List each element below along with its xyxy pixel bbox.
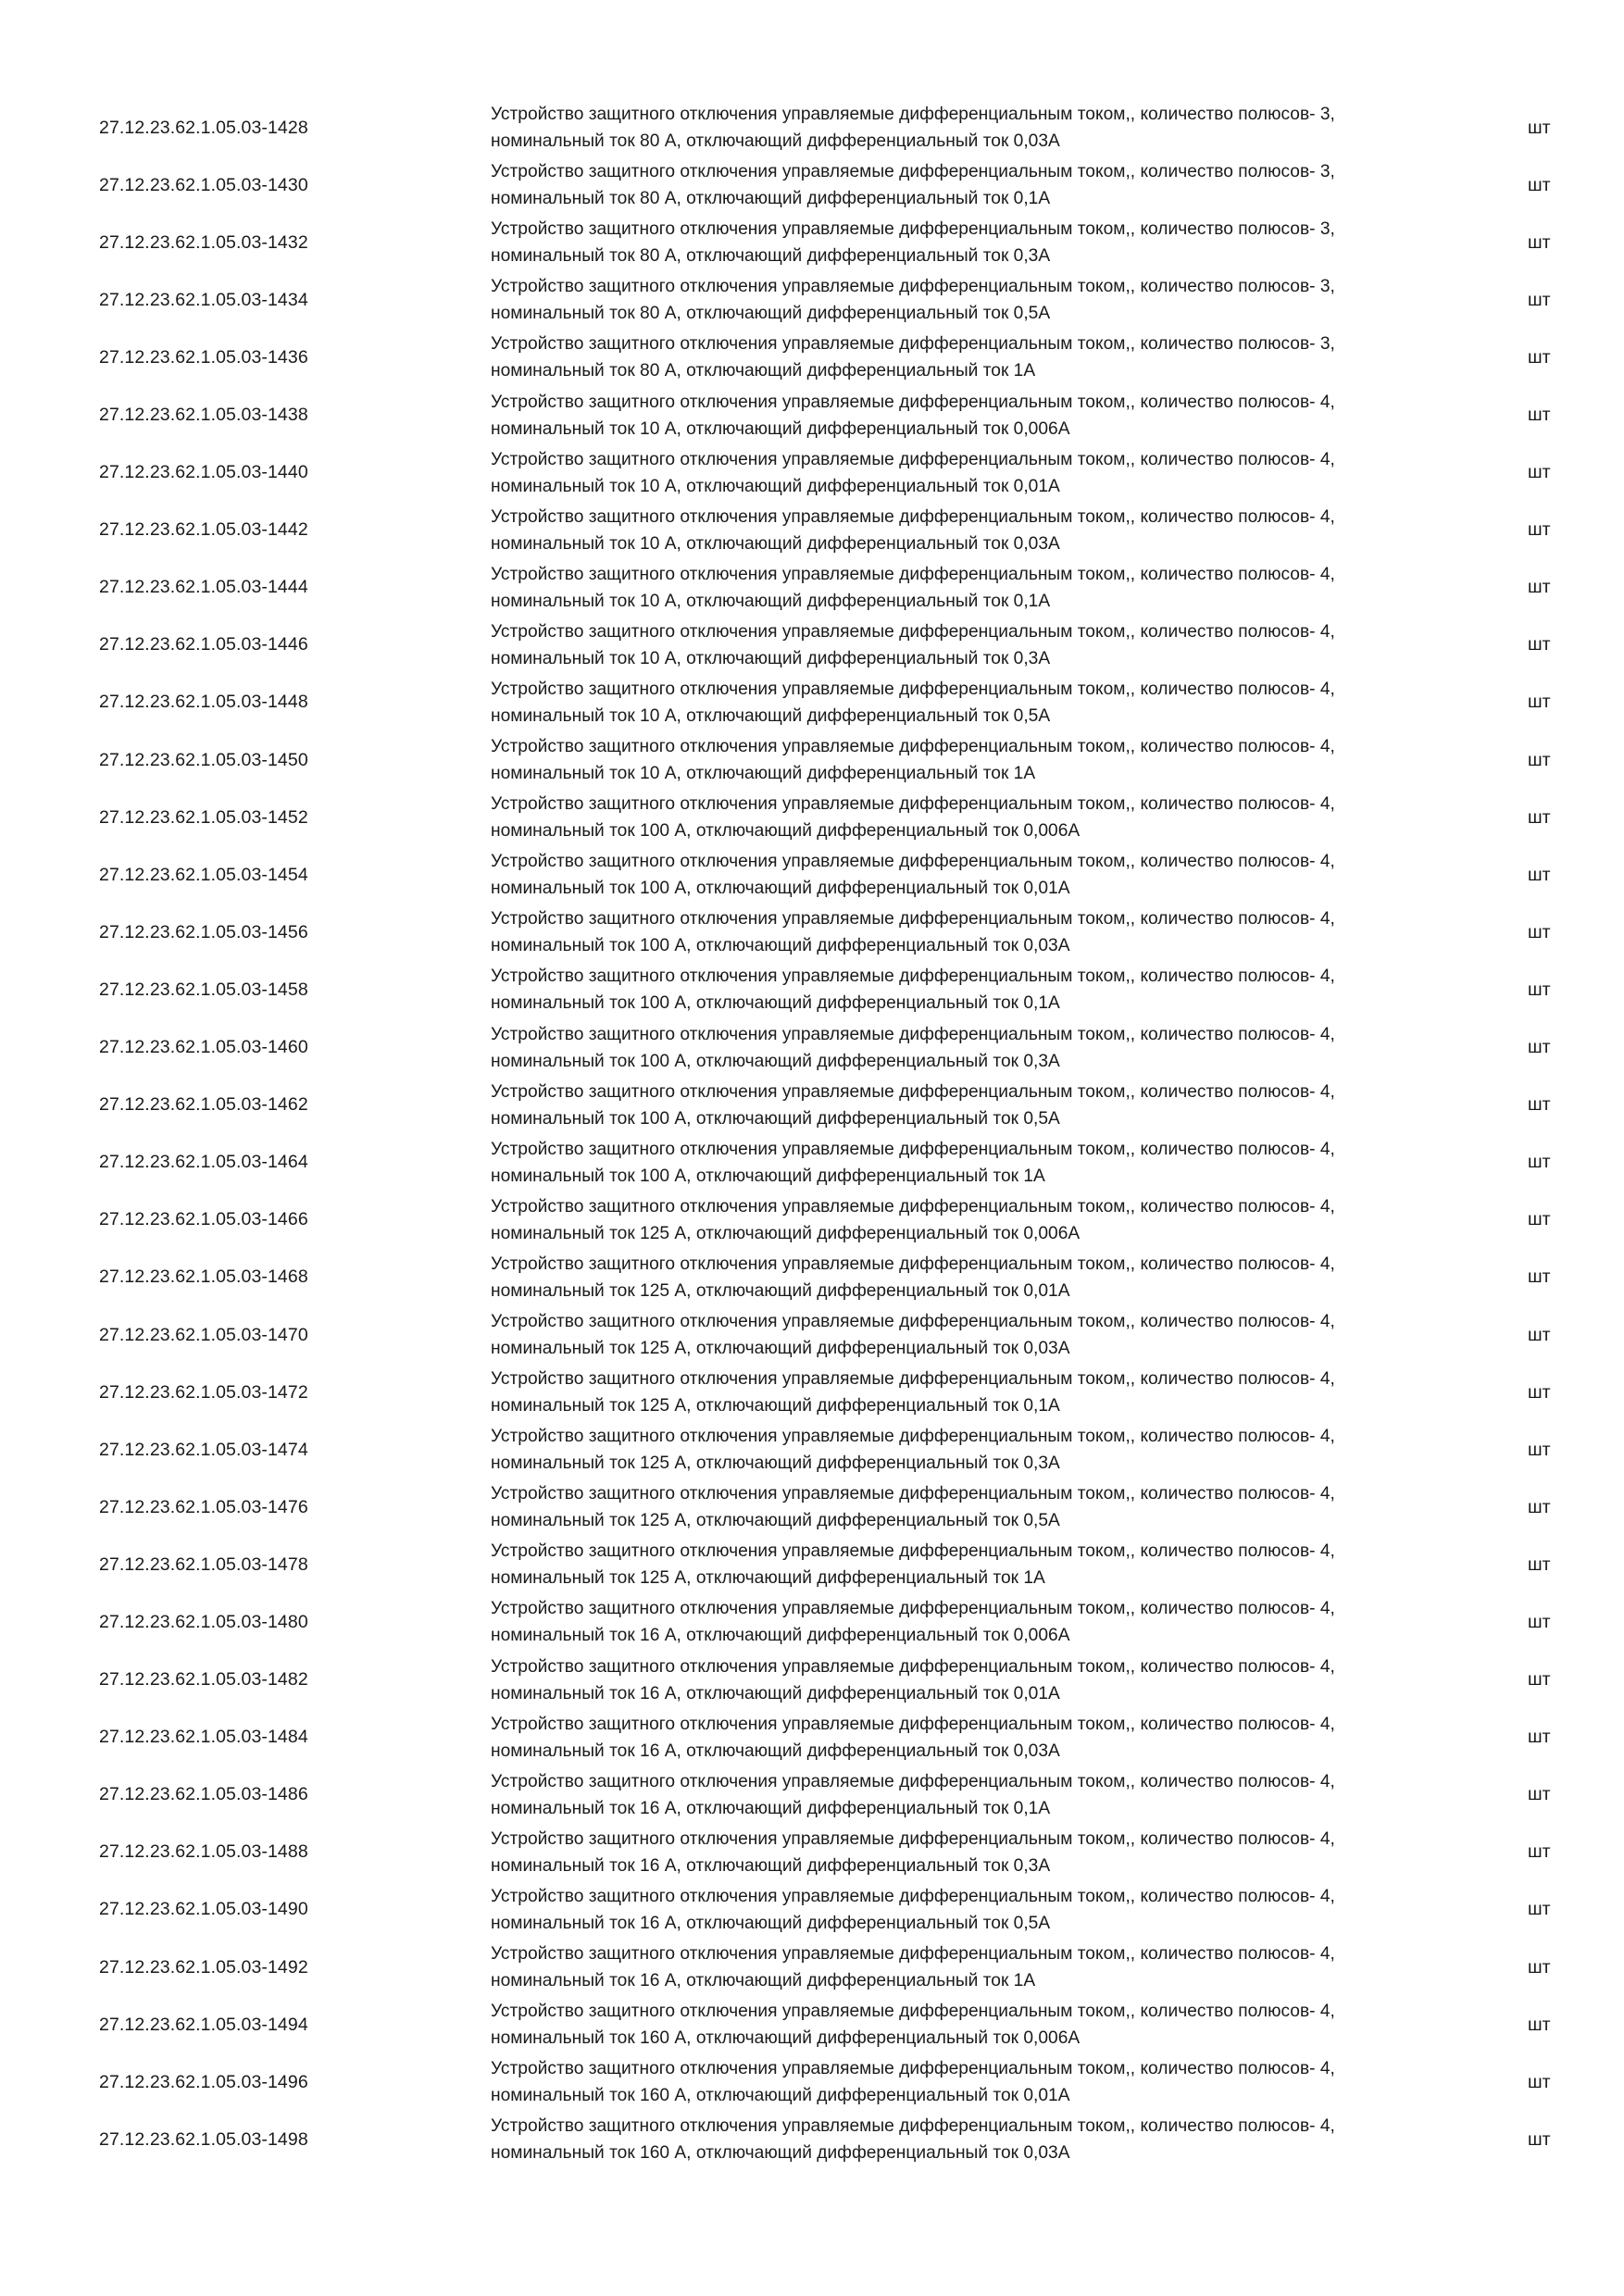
unit-of-measure: шт <box>1528 1324 1551 1345</box>
resource-code: 27.12.23.62.1.05.03-1482 <box>99 1669 308 1691</box>
table-row <box>0 1134 1624 1192</box>
description-line-1: Устройство защитного отключения управляемые дифференциальным током,, количество полюсов- 4, <box>491 1254 1335 1274</box>
description-line-2: номинальный ток 10 А, отключающий дифференциальный ток 0,3А <box>491 648 1051 668</box>
resource-description <box>491 961 1481 1018</box>
unit-of-measure: шт <box>1528 1094 1551 1116</box>
description-line-1: Устройство защитного отключения управляемые дифференциальным током,, количество полюсов- 4, <box>491 392 1335 412</box>
resource-code: 27.12.23.62.1.05.03-1492 <box>99 1956 308 1978</box>
resource-code: 27.12.23.62.1.05.03-1488 <box>99 1841 308 1863</box>
table-row <box>0 444 1624 502</box>
resource-code: 27.12.23.62.1.05.03-1432 <box>99 231 308 253</box>
resource-code: 27.12.23.62.1.05.03-1430 <box>99 174 308 195</box>
description-line-1: Устройство защитного отключения управляемые дифференциальным током,, количество полюсов- 4, <box>491 2116 1335 2137</box>
description-line-2: номинальный ток 100 А, отключающий дифференциальный ток 1А <box>491 1166 1045 1186</box>
resource-code: 27.12.23.62.1.05.03-1438 <box>99 405 308 426</box>
resource-description <box>491 617 1481 674</box>
resource-table <box>0 99 1624 2168</box>
resource-code: 27.12.23.62.1.05.03-1470 <box>99 1324 308 1345</box>
resource-description <box>491 1996 1481 2053</box>
resource-code: 27.12.23.62.1.05.03-1428 <box>99 117 308 138</box>
description-line-2: номинальный ток 125 А, отключающий дифференциальный ток 0,01А <box>491 1280 1070 1301</box>
resource-description <box>491 1593 1481 1651</box>
table-row <box>0 271 1624 329</box>
table-row <box>0 1824 1624 1881</box>
table-row <box>0 99 1624 156</box>
description-line-2: номинальный ток 10 А, отключающий дифференциальный ток 0,006А <box>491 418 1070 439</box>
description-line-2: номинальный ток 80 А, отключающий дифференциальный ток 0,03А <box>491 131 1060 152</box>
table-row <box>0 731 1624 789</box>
resource-code: 27.12.23.62.1.05.03-1472 <box>99 1381 308 1403</box>
description-line-2: номинальный ток 125 А, отключающий дифференциальный ток 0,3А <box>491 1454 1060 1474</box>
description-line-1: Устройство защитного отключения управляемые дифференциальным током,, количество полюсов- 4, <box>491 2059 1335 2079</box>
resource-description <box>491 271 1481 329</box>
resource-description <box>491 329 1481 386</box>
description-line-2: номинальный ток 100 А, отключающий дифференциальный ток 0,006А <box>491 821 1081 842</box>
resource-code: 27.12.23.62.1.05.03-1494 <box>99 2014 308 2035</box>
description-line-2: номинальный ток 16 А, отключающий дифференциальный ток 0,01А <box>491 1683 1060 1703</box>
table-row <box>0 1996 1624 2053</box>
resource-code: 27.12.23.62.1.05.03-1434 <box>99 289 308 310</box>
table-row <box>0 846 1624 904</box>
table-row <box>0 559 1624 617</box>
description-line-2: номинальный ток 10 А, отключающий дифференциальный ток 0,01А <box>491 476 1060 496</box>
unit-of-measure: шт <box>1528 346 1551 368</box>
resource-code: 27.12.23.62.1.05.03-1446 <box>99 634 308 655</box>
table-row <box>0 789 1624 846</box>
description-line-2: номинальный ток 16 А, отключающий дифференциальный ток 0,5А <box>491 1913 1051 1933</box>
description-line-2: номинальный ток 125 А, отключающий дифференциальный ток 0,1А <box>491 1396 1060 1416</box>
resource-description <box>491 386 1481 443</box>
description-line-2: номинальный ток 125 А, отключающий дифференциальный ток 0,5А <box>491 1511 1060 1531</box>
description-line-1: Устройство защитного отключения управляемые дифференциальным током,, количество полюсов- 4, <box>491 1196 1335 1217</box>
resource-code: 27.12.23.62.1.05.03-1478 <box>99 1554 308 1575</box>
unit-of-measure: шт <box>1528 2071 1551 2092</box>
description-line-1: Устройство защитного отключения управляемые дифференциальным током,, количество полюсов- 4, <box>491 679 1335 699</box>
description-line-2: номинальный ток 16 А, отключающий дифференциальный ток 0,03А <box>491 1741 1060 1761</box>
unit-of-measure: шт <box>1528 1496 1551 1517</box>
resource-description <box>491 1364 1481 1421</box>
unit-of-measure: шт <box>1528 1669 1551 1691</box>
resource-code: 27.12.23.62.1.05.03-1486 <box>99 1784 308 1805</box>
unit-of-measure: шт <box>1528 1381 1551 1403</box>
table-row <box>0 1077 1624 1134</box>
description-line-1: Устройство защитного отключения управляемые дифференциальным током,, количество полюсов- 4, <box>491 1139 1335 1159</box>
description-line-2: номинальный ток 100 А, отключающий дифференциальный ток 0,03А <box>491 936 1070 956</box>
resource-description <box>491 1652 1481 1709</box>
resource-code: 27.12.23.62.1.05.03-1490 <box>99 1899 308 1920</box>
description-line-1: Устройство защитного отключения управляемые дифференциальным током,, количество полюсов- 3, <box>491 277 1335 297</box>
resource-description <box>491 559 1481 617</box>
resource-code: 27.12.23.62.1.05.03-1462 <box>99 1094 308 1116</box>
resource-description <box>491 2053 1481 2111</box>
resource-code: 27.12.23.62.1.05.03-1474 <box>99 1439 308 1460</box>
description-line-2: номинальный ток 100 А, отключающий дифференциальный ток 0,1А <box>491 993 1060 1014</box>
description-line-2: номинальный ток 10 А, отключающий дифференциальный ток 0,1А <box>491 591 1051 611</box>
resource-code: 27.12.23.62.1.05.03-1448 <box>99 692 308 713</box>
table-row <box>0 1593 1624 1651</box>
resource-code: 27.12.23.62.1.05.03-1466 <box>99 1209 308 1230</box>
table-row <box>0 1249 1624 1306</box>
table-row <box>0 1421 1624 1479</box>
table-row <box>0 502 1624 559</box>
table-row <box>0 1766 1624 1824</box>
description-line-1: Устройство защитного отключения управляемые дифференциальным током,, количество полюсов- 3, <box>491 219 1335 240</box>
resource-description <box>491 789 1481 846</box>
resource-code: 27.12.23.62.1.05.03-1450 <box>99 749 308 770</box>
description-line-2: номинальный ток 10 А, отключающий дифференциальный ток 0,5А <box>491 705 1051 726</box>
resource-description <box>491 731 1481 789</box>
description-line-1: Устройство защитного отключения управляемые дифференциальным током,, количество полюсов- 4, <box>491 1771 1335 1791</box>
unit-of-measure: шт <box>1528 1899 1551 1920</box>
resource-code: 27.12.23.62.1.05.03-1452 <box>99 806 308 828</box>
unit-of-measure: шт <box>1528 864 1551 885</box>
unit-of-measure: шт <box>1528 921 1551 942</box>
table-row <box>0 1364 1624 1421</box>
description-line-1: Устройство защитного отключения управляемые дифференциальным током,, количество полюсов- 4, <box>491 1081 1335 1102</box>
description-line-1: Устройство защитного отключения управляемые дифференциальным током,, количество полюсов- 4, <box>491 909 1335 930</box>
resource-description <box>491 1249 1481 1306</box>
unit-of-measure: шт <box>1528 1554 1551 1575</box>
description-line-1: Устройство защитного отключения управляемые дифференциальным током,, количество полюсов- 4, <box>491 1484 1335 1504</box>
description-line-1: Устройство защитного отключения управляемые дифференциальным током,, количество полюсов- 4, <box>491 621 1335 642</box>
resource-code: 27.12.23.62.1.05.03-1456 <box>99 921 308 942</box>
description-line-2: номинальный ток 100 А, отключающий дифференциальный ток 0,5А <box>491 1108 1060 1129</box>
resource-code: 27.12.23.62.1.05.03-1476 <box>99 1496 308 1517</box>
table-row <box>0 1306 1624 1364</box>
resource-description <box>491 846 1481 904</box>
description-line-1: Устройство защитного отключения управляемые дифференциальным током,, количество полюсов- 3, <box>491 334 1335 355</box>
table-row <box>0 156 1624 214</box>
description-line-1: Устройство защитного отключения управляемые дифференциальным током,, количество полюсов- 4, <box>491 1369 1335 1390</box>
table-row <box>0 2053 1624 2111</box>
unit-of-measure: шт <box>1528 692 1551 713</box>
description-line-2: номинальный ток 16 А, отключающий дифференциальный ток 0,3А <box>491 1855 1051 1876</box>
resource-description <box>491 1192 1481 1249</box>
unit-of-measure: шт <box>1528 1727 1551 1748</box>
description-line-1: Устройство защитного отключения управляемые дифференциальным током,, количество полюсов- 3, <box>491 162 1335 182</box>
resource-description <box>491 502 1481 559</box>
description-line-1: Устройство защитного отключения управляемые дифференциальным током,, количество полюсов- 4, <box>491 1828 1335 1849</box>
resource-code: 27.12.23.62.1.05.03-1498 <box>99 2128 308 2150</box>
resource-description <box>491 1939 1481 1996</box>
unit-of-measure: шт <box>1528 1152 1551 1173</box>
unit-of-measure: шт <box>1528 979 1551 1000</box>
resource-code: 27.12.23.62.1.05.03-1454 <box>99 864 308 885</box>
resource-code: 27.12.23.62.1.05.03-1440 <box>99 462 308 483</box>
description-line-1: Устройство защитного отключения управляемые дифференциальным током,, количество полюсов- 4, <box>491 852 1335 872</box>
table-row <box>0 617 1624 674</box>
unit-of-measure: шт <box>1528 1956 1551 1978</box>
resource-code: 27.12.23.62.1.05.03-1484 <box>99 1727 308 1748</box>
unit-of-measure: шт <box>1528 174 1551 195</box>
description-line-2: номинальный ток 125 А, отключающий дифференциальный ток 0,03А <box>491 1339 1070 1359</box>
description-line-2: номинальный ток 80 А, отключающий дифференциальный ток 1А <box>491 361 1036 381</box>
table-row <box>0 674 1624 731</box>
resource-code: 27.12.23.62.1.05.03-1460 <box>99 1037 308 1058</box>
resource-description <box>491 1824 1481 1881</box>
resource-description <box>491 1536 1481 1593</box>
description-line-1: Устройство защитного отключения управляемые дифференциальным током,, количество полюсов- 4, <box>491 737 1335 757</box>
resource-description <box>491 1881 1481 1939</box>
description-line-1: Устройство защитного отключения управляемые дифференциальным током,, количество полюсов- 4, <box>491 506 1335 527</box>
description-line-2: номинальный ток 16 А, отключающий дифференциальный ток 0,1А <box>491 1798 1051 1818</box>
unit-of-measure: шт <box>1528 577 1551 598</box>
description-line-2: номинальный ток 10 А, отключающий дифференциальный ток 1А <box>491 764 1036 784</box>
description-line-2: номинальный ток 16 А, отключающий дифференциальный ток 0,006А <box>491 1626 1070 1646</box>
unit-of-measure: шт <box>1528 289 1551 310</box>
unit-of-measure: шт <box>1528 634 1551 655</box>
resource-description <box>491 1077 1481 1134</box>
resource-code: 27.12.23.62.1.05.03-1442 <box>99 519 308 541</box>
unit-of-measure: шт <box>1528 231 1551 253</box>
resource-code: 27.12.23.62.1.05.03-1496 <box>99 2071 308 2092</box>
description-line-2: номинальный ток 100 А, отключающий дифференциальный ток 0,01А <box>491 879 1070 899</box>
unit-of-measure: шт <box>1528 1267 1551 1288</box>
unit-of-measure: шт <box>1528 405 1551 426</box>
description-line-2: номинальный ток 80 А, отключающий дифференциальный ток 0,3А <box>491 246 1051 267</box>
description-line-1: Устройство защитного отключения управляемые дифференциальным током,, количество полюсов- 4, <box>491 1427 1335 1447</box>
description-line-1: Устройство защитного отключения управляемые дифференциальным током,, количество полюсов- 4, <box>491 1886 1335 1906</box>
table-row <box>0 214 1624 271</box>
description-line-2: номинальный ток 16 А, отключающий дифференциальный ток 1А <box>491 1971 1036 1991</box>
table-row <box>0 904 1624 961</box>
unit-of-measure: шт <box>1528 1037 1551 1058</box>
table-row <box>0 386 1624 443</box>
table-row <box>0 961 1624 1018</box>
unit-of-measure: шт <box>1528 1209 1551 1230</box>
unit-of-measure: шт <box>1528 1611 1551 1632</box>
table-row <box>0 2111 1624 2168</box>
resource-description <box>491 1134 1481 1192</box>
description-line-1: Устройство защитного отключения управляемые дифференциальным током,, количество полюсов- 4, <box>491 564 1335 584</box>
unit-of-measure: шт <box>1528 519 1551 541</box>
unit-of-measure: шт <box>1528 749 1551 770</box>
resource-code: 27.12.23.62.1.05.03-1464 <box>99 1152 308 1173</box>
table-row <box>0 1709 1624 1766</box>
resource-code: 27.12.23.62.1.05.03-1480 <box>99 1611 308 1632</box>
description-line-1: Устройство защитного отключения управляемые дифференциальным током,, количество полюсов- 4, <box>491 1944 1335 1965</box>
resource-description <box>491 1709 1481 1766</box>
table-row <box>0 1019 1624 1077</box>
resource-code: 27.12.23.62.1.05.03-1458 <box>99 979 308 1000</box>
description-line-1: Устройство защитного отключения управляемые дифференциальным током,, количество полюсов- 4, <box>491 1541 1335 1562</box>
resource-code: 27.12.23.62.1.05.03-1436 <box>99 346 308 368</box>
unit-of-measure: шт <box>1528 2128 1551 2150</box>
resource-description <box>491 674 1481 731</box>
description-line-2: номинальный ток 125 А, отключающий дифференциальный ток 1А <box>491 1568 1045 1589</box>
table-row <box>0 1881 1624 1939</box>
table-row <box>0 329 1624 386</box>
description-line-1: Устройство защитного отключения управляемые дифференциальным током,, количество полюсов- 3, <box>491 105 1335 125</box>
description-line-1: Устройство защитного отключения управляемые дифференциальным током,, количество полюсов- 4, <box>491 1024 1335 1044</box>
description-line-2: номинальный ток 160 А, отключающий дифференциальный ток 0,01А <box>491 2086 1070 2106</box>
resource-description <box>491 99 1481 156</box>
description-line-2: номинальный ток 125 А, отключающий дифференциальный ток 0,006А <box>491 1223 1081 1243</box>
unit-of-measure: шт <box>1528 1439 1551 1460</box>
table-row <box>0 1939 1624 1996</box>
resource-description <box>491 1479 1481 1536</box>
description-line-1: Устройство защитного отключения управляемые дифференциальным током,, количество полюсов- 4, <box>491 1714 1335 1734</box>
description-line-2: номинальный ток 10 А, отключающий дифференциальный ток 0,03А <box>491 533 1060 554</box>
description-line-2: номинальный ток 160 А, отключающий дифференциальный ток 0,03А <box>491 2143 1070 2164</box>
table-row <box>0 1192 1624 1249</box>
description-line-1: Устройство защитного отключения управляемые дифференциальным током,, количество полюсов- 4, <box>491 449 1335 469</box>
resource-description <box>491 1019 1481 1077</box>
resource-description <box>491 1421 1481 1479</box>
unit-of-measure: шт <box>1528 1841 1551 1863</box>
table-row <box>0 1652 1624 1709</box>
resource-description <box>491 904 1481 961</box>
resource-description <box>491 444 1481 502</box>
description-line-1: Устройство защитного отключения управляемые дифференциальным током,, количество полюсов- 4, <box>491 967 1335 987</box>
resource-description <box>491 1306 1481 1364</box>
unit-of-measure: шт <box>1528 462 1551 483</box>
resource-description <box>491 156 1481 214</box>
resource-description <box>491 214 1481 271</box>
description-line-2: номинальный ток 100 А, отключающий дифференциальный ток 0,3А <box>491 1051 1060 1071</box>
description-line-1: Устройство защитного отключения управляемые дифференциальным током,, количество полюсов- 4, <box>491 1599 1335 1619</box>
unit-of-measure: шт <box>1528 1784 1551 1805</box>
resource-description <box>491 1766 1481 1824</box>
resource-code: 27.12.23.62.1.05.03-1444 <box>99 577 308 598</box>
resource-code: 27.12.23.62.1.05.03-1468 <box>99 1267 308 1288</box>
description-line-2: номинальный ток 160 А, отключающий дифференциальный ток 0,006А <box>491 2028 1081 2049</box>
description-line-1: Устройство защитного отключения управляемые дифференциальным током,, количество полюсов- 4, <box>491 794 1335 815</box>
description-line-1: Устройство защитного отключения управляемые дифференциальным током,, количество полюсов- 4, <box>491 1312 1335 1332</box>
unit-of-measure: шт <box>1528 806 1551 828</box>
resource-description <box>491 2111 1481 2168</box>
unit-of-measure: шт <box>1528 2014 1551 2035</box>
description-line-2: номинальный ток 80 А, отключающий дифференциальный ток 0,5А <box>491 304 1051 324</box>
unit-of-measure: шт <box>1528 117 1551 138</box>
table-row <box>0 1479 1624 1536</box>
description-line-2: номинальный ток 80 А, отключающий дифференциальный ток 0,1А <box>491 189 1051 209</box>
description-line-1: Устройство защитного отключения управляемые дифференциальным током,, количество полюсов- 4, <box>491 2002 1335 2022</box>
table-row <box>0 1536 1624 1593</box>
description-line-1: Устройство защитного отключения управляемые дифференциальным током,, количество полюсов- 4, <box>491 1656 1335 1677</box>
